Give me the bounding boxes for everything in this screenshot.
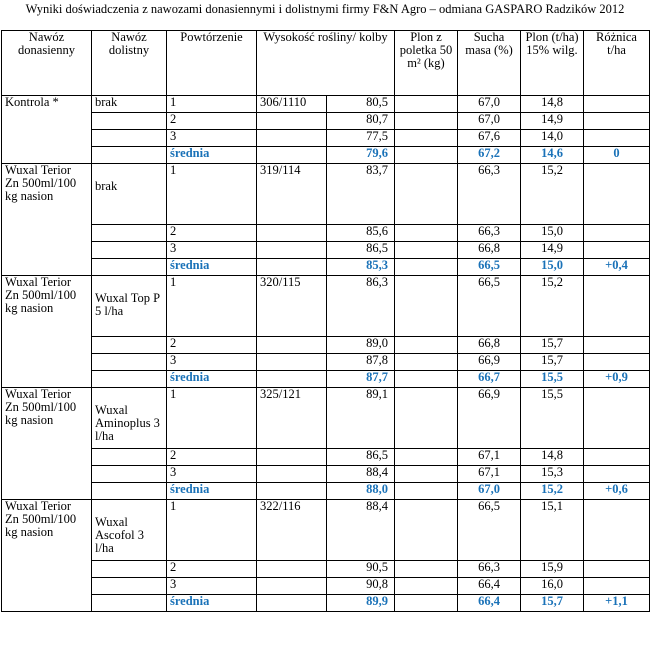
cell-roznica <box>584 466 650 483</box>
cell-powtorzenie: 1 <box>167 388 257 449</box>
cell-empty <box>92 483 167 500</box>
cell-empty <box>395 578 458 595</box>
results-table <box>1 30 650 612</box>
cell-empty <box>395 500 458 561</box>
cell-plon-ha: 15,7 <box>521 354 584 371</box>
cell-avg-plon-ha: 15,0 <box>521 259 584 276</box>
table-row <box>2 500 650 561</box>
cell-avg-plon-ha: 15,7 <box>521 595 584 612</box>
cell-plon-ha: 15,2 <box>521 164 584 225</box>
cell-plon-ha: 14,8 <box>521 449 584 466</box>
cell-avg-plon-ha: 14,6 <box>521 147 584 164</box>
cell-empty <box>92 225 167 242</box>
cell-empty <box>395 96 458 113</box>
header-sucha-masa: Sucha masa (%) <box>458 31 521 96</box>
cell-wysokosc: 319/114 <box>257 164 327 225</box>
cell-nawoz-dolistny: brak <box>92 164 167 225</box>
cell-srednia-label: średnia <box>167 371 257 388</box>
cell-empty <box>257 371 327 388</box>
cell-empty <box>395 130 458 147</box>
cell-powtorzenie: 2 <box>167 561 257 578</box>
cell-roznica <box>584 354 650 371</box>
cell-roznica <box>584 164 650 225</box>
cell-empty <box>92 578 167 595</box>
cell-empty <box>395 225 458 242</box>
cell-wysokosc <box>257 578 327 595</box>
cell-roznica <box>584 388 650 449</box>
cell-nawoz-dolistny: Wuxal Aminoplus 3 l/ha <box>92 388 167 449</box>
cell-plon-poletka: 83,7 <box>327 164 395 225</box>
cell-plon-poletka: 87,8 <box>327 354 395 371</box>
cell-srednia-label: średnia <box>167 259 257 276</box>
table-row <box>2 96 650 113</box>
cell-powtorzenie: 3 <box>167 242 257 259</box>
cell-empty <box>395 449 458 466</box>
cell-empty <box>257 259 327 276</box>
cell-roznica <box>584 561 650 578</box>
cell-avg-roznica: +0,6 <box>584 483 650 500</box>
cell-avg-roznica: +0,4 <box>584 259 650 276</box>
cell-empty <box>92 259 167 276</box>
cell-avg-sucha-masa: 67,2 <box>458 147 521 164</box>
cell-empty <box>395 466 458 483</box>
cell-powtorzenie: 3 <box>167 466 257 483</box>
header-plon-poletka: Plon z poletka 50 m² (kg) <box>395 31 458 96</box>
cell-plon-ha: 15,2 <box>521 276 584 337</box>
cell-srednia-label: średnia <box>167 147 257 164</box>
cell-avg-plon-poletka: 85,3 <box>327 259 395 276</box>
cell-empty <box>395 388 458 449</box>
header-wysokosc: Wysokość rośliny/ kolby <box>257 31 395 96</box>
cell-empty <box>395 354 458 371</box>
cell-wysokosc <box>257 449 327 466</box>
cell-empty <box>257 595 327 612</box>
cell-wysokosc <box>257 225 327 242</box>
cell-powtorzenie: 3 <box>167 354 257 371</box>
cell-plon-poletka: 88,4 <box>327 466 395 483</box>
header-nawoz-donasienny: Nawóz donasienny <box>2 31 92 96</box>
cell-sucha-masa: 66,4 <box>458 578 521 595</box>
cell-empty <box>92 595 167 612</box>
cell-empty <box>257 483 327 500</box>
cell-empty <box>395 147 458 164</box>
cell-powtorzenie: 1 <box>167 276 257 337</box>
cell-empty <box>92 449 167 466</box>
header-row <box>2 31 650 96</box>
cell-avg-roznica: +1,1 <box>584 595 650 612</box>
cell-empty <box>395 242 458 259</box>
cell-plon-poletka: 90,8 <box>327 578 395 595</box>
cell-roznica <box>584 578 650 595</box>
cell-empty <box>92 130 167 147</box>
table-row <box>2 449 650 466</box>
header-powtorzenie: Powtórzenie <box>167 31 257 96</box>
cell-empty <box>92 113 167 130</box>
cell-wysokosc <box>257 561 327 578</box>
cell-avg-plon-poletka: 79,6 <box>327 147 395 164</box>
cell-sucha-masa: 66,5 <box>458 500 521 561</box>
table-row <box>2 130 650 147</box>
cell-powtorzenie: 2 <box>167 225 257 242</box>
cell-plon-ha: 14,0 <box>521 130 584 147</box>
cell-nawoz-dolistny: brak <box>92 96 167 113</box>
cell-sucha-masa: 66,9 <box>458 354 521 371</box>
cell-empty <box>395 561 458 578</box>
cell-powtorzenie: 2 <box>167 113 257 130</box>
cell-powtorzenie: 3 <box>167 578 257 595</box>
average-row <box>2 595 650 612</box>
cell-empty <box>92 561 167 578</box>
cell-sucha-masa: 66,5 <box>458 276 521 337</box>
cell-powtorzenie: 1 <box>167 500 257 561</box>
cell-sucha-masa: 66,9 <box>458 388 521 449</box>
cell-plon-poletka: 86,5 <box>327 449 395 466</box>
cell-empty <box>92 147 167 164</box>
cell-plon-ha: 15,5 <box>521 388 584 449</box>
cell-empty <box>92 371 167 388</box>
cell-avg-plon-ha: 15,5 <box>521 371 584 388</box>
cell-nawoz-donasienny: Wuxal Terior Zn 500ml/100 kg nasion <box>2 164 92 276</box>
table-row <box>2 242 650 259</box>
cell-srednia-label: średnia <box>167 483 257 500</box>
cell-empty <box>395 337 458 354</box>
cell-wysokosc <box>257 130 327 147</box>
cell-plon-poletka: 89,0 <box>327 337 395 354</box>
cell-empty <box>395 259 458 276</box>
cell-sucha-masa: 67,0 <box>458 96 521 113</box>
cell-wysokosc <box>257 113 327 130</box>
cell-empty <box>92 337 167 354</box>
table-body <box>2 96 650 612</box>
cell-sucha-masa: 66,8 <box>458 242 521 259</box>
cell-avg-plon-poletka: 89,9 <box>327 595 395 612</box>
cell-plon-poletka: 80,5 <box>327 96 395 113</box>
cell-plon-poletka: 86,5 <box>327 242 395 259</box>
header-nawoz-dolistny: Nawóz dolistny <box>92 31 167 96</box>
cell-plon-poletka: 80,7 <box>327 113 395 130</box>
average-row <box>2 259 650 276</box>
cell-powtorzenie: 1 <box>167 164 257 225</box>
cell-empty <box>257 147 327 164</box>
cell-roznica <box>584 225 650 242</box>
cell-empty <box>395 164 458 225</box>
table-row <box>2 225 650 242</box>
cell-empty <box>395 483 458 500</box>
cell-wysokosc: 306/1110 <box>257 96 327 113</box>
cell-avg-sucha-masa: 66,4 <box>458 595 521 612</box>
table-row <box>2 578 650 595</box>
cell-roznica <box>584 337 650 354</box>
cell-plon-poletka: 90,5 <box>327 561 395 578</box>
table-row <box>2 113 650 130</box>
cell-wysokosc <box>257 242 327 259</box>
cell-sucha-masa: 67,1 <box>458 449 521 466</box>
cell-empty <box>395 595 458 612</box>
cell-powtorzenie: 1 <box>167 96 257 113</box>
cell-avg-sucha-masa: 66,5 <box>458 259 521 276</box>
cell-empty <box>92 466 167 483</box>
average-row <box>2 483 650 500</box>
cell-avg-sucha-masa: 66,7 <box>458 371 521 388</box>
cell-roznica <box>584 449 650 466</box>
cell-empty <box>92 354 167 371</box>
table-title: Wyniki doświadczenia z nawozami donasiennymi i dolistnymi firmy F&N Agro – odmiana GASPARO Radzików 2012 <box>25 2 625 16</box>
cell-sucha-masa: 66,3 <box>458 561 521 578</box>
cell-powtorzenie: 2 <box>167 337 257 354</box>
cell-sucha-masa: 66,3 <box>458 225 521 242</box>
cell-srednia-label: średnia <box>167 595 257 612</box>
cell-avg-plon-poletka: 87,7 <box>327 371 395 388</box>
cell-wysokosc: 325/121 <box>257 388 327 449</box>
cell-roznica <box>584 130 650 147</box>
cell-plon-ha: 15,3 <box>521 466 584 483</box>
cell-plon-poletka: 88,4 <box>327 500 395 561</box>
table-row <box>2 164 650 225</box>
cell-nawoz-donasienny: Kontrola * <box>2 96 92 164</box>
cell-roznica <box>584 500 650 561</box>
cell-sucha-masa: 67,1 <box>458 466 521 483</box>
cell-plon-ha: 15,0 <box>521 225 584 242</box>
table-row <box>2 466 650 483</box>
average-row <box>2 371 650 388</box>
cell-plon-ha: 16,0 <box>521 578 584 595</box>
cell-avg-plon-ha: 15,2 <box>521 483 584 500</box>
cell-nawoz-donasienny: Wuxal Terior Zn 500ml/100 kg nasion <box>2 500 92 612</box>
cell-sucha-masa: 66,3 <box>458 164 521 225</box>
cell-sucha-masa: 67,6 <box>458 130 521 147</box>
cell-roznica <box>584 276 650 337</box>
cell-plon-ha: 15,9 <box>521 561 584 578</box>
cell-wysokosc: 322/116 <box>257 500 327 561</box>
cell-avg-sucha-masa: 67,0 <box>458 483 521 500</box>
cell-wysokosc <box>257 466 327 483</box>
cell-wysokosc: 320/115 <box>257 276 327 337</box>
average-row <box>2 147 650 164</box>
cell-sucha-masa: 66,8 <box>458 337 521 354</box>
cell-sucha-masa: 67,0 <box>458 113 521 130</box>
cell-plon-ha: 15,1 <box>521 500 584 561</box>
cell-wysokosc <box>257 337 327 354</box>
table-row <box>2 561 650 578</box>
cell-plon-ha: 15,7 <box>521 337 584 354</box>
cell-avg-plon-poletka: 88,0 <box>327 483 395 500</box>
cell-plon-poletka: 89,1 <box>327 388 395 449</box>
cell-empty <box>92 242 167 259</box>
cell-nawoz-donasienny: Wuxal Terior Zn 500ml/100 kg nasion <box>2 276 92 388</box>
cell-plon-poletka: 77,5 <box>327 130 395 147</box>
cell-plon-poletka: 86,3 <box>327 276 395 337</box>
cell-plon-poletka: 85,6 <box>327 225 395 242</box>
table-row <box>2 276 650 337</box>
cell-powtorzenie: 3 <box>167 130 257 147</box>
cell-avg-roznica: 0 <box>584 147 650 164</box>
cell-plon-ha: 14,9 <box>521 113 584 130</box>
cell-nawoz-donasienny: Wuxal Terior Zn 500ml/100 kg nasion <box>2 388 92 500</box>
cell-plon-ha: 14,9 <box>521 242 584 259</box>
cell-roznica <box>584 96 650 113</box>
cell-nawoz-dolistny: Wuxal Ascofol 3 l/ha <box>92 500 167 561</box>
cell-empty <box>395 113 458 130</box>
cell-nawoz-dolistny: Wuxal Top P 5 l/ha <box>92 276 167 337</box>
cell-plon-ha: 14,8 <box>521 96 584 113</box>
cell-empty <box>395 371 458 388</box>
cell-roznica <box>584 242 650 259</box>
table-row <box>2 337 650 354</box>
table-row <box>2 388 650 449</box>
header-plon-ha: Plon (t/ha) 15% wilg. <box>521 31 584 96</box>
cell-avg-roznica: +0,9 <box>584 371 650 388</box>
cell-empty <box>395 276 458 337</box>
cell-wysokosc <box>257 354 327 371</box>
cell-roznica <box>584 113 650 130</box>
header-roznica: Różnica t/ha <box>584 31 650 96</box>
table-row <box>2 354 650 371</box>
cell-powtorzenie: 2 <box>167 449 257 466</box>
